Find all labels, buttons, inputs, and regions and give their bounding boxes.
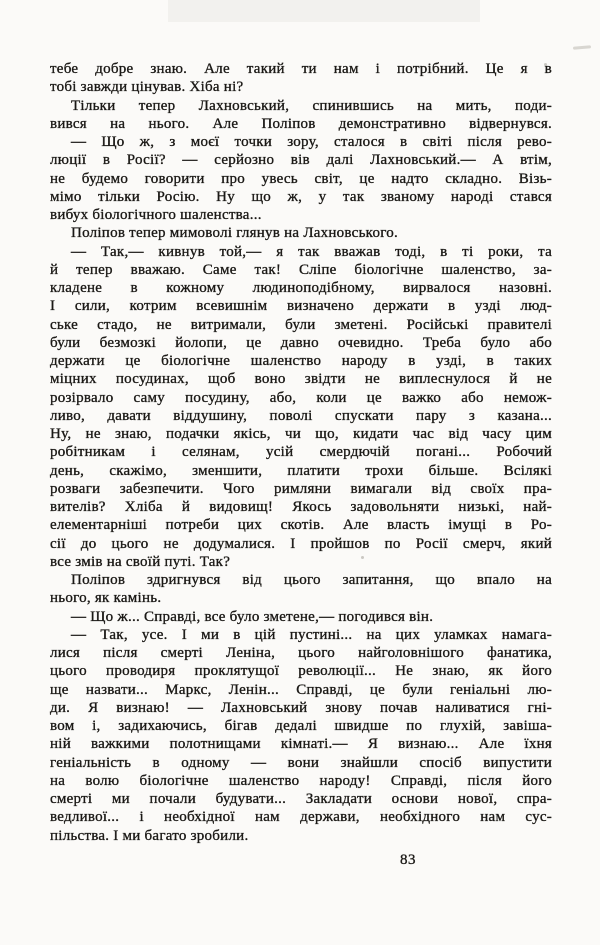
text-line: — Так, усе. І ми в цій пустині... на цих уламках намага- (71, 626, 552, 643)
text-line: робітникам і селянам, усій смердючій погані... Робочий (50, 444, 552, 461)
page-number: 83 (400, 852, 416, 868)
text-line: — Що ж... Справді, все було зметене,— погодився він. (71, 608, 434, 625)
text-line: розірвало саму посудину, або, коли це важко або немож- (50, 389, 552, 406)
text-line: І сили, котрим всевишнім визначено держати в узді люд- (50, 298, 552, 315)
text-line: не будемо говорити про увесь світ, це надто складно. Візь- (50, 170, 552, 187)
text-line: люції в Росії? — серйозно вів далі Лахновський.— А втім, (50, 152, 552, 169)
text-line: геніальність в одному — вони знайшли спосіб випустити (50, 754, 552, 771)
text-line: Ну, не знаю, подачки якісь, чи що, кидати час від часу цим (50, 426, 552, 442)
text-line: вителів? Хліба й видовищ! Якось задовольняти низькі, най- (50, 499, 552, 515)
text-line: цього проводиря проклятущої революції... Не знаю, як його (50, 663, 552, 680)
scan-artifact-dash (573, 45, 591, 50)
text-line: ній важкими полотнищами кімнаті.— Я визнаю... Але їхня (50, 736, 552, 753)
text-line: нього, як камінь. (50, 590, 162, 607)
text-line: й тепер вважаю. Саме так! Сліпе біологічне шаленство, за- (50, 261, 552, 278)
text-line: вився на нього. Але Поліпов демонстративно відвернувся. (50, 115, 552, 132)
text-line: були безмозкі йолопи, це давно очевидно. Треба було або (50, 334, 552, 351)
text-line: смерті ми почали будувати... Закладати основи нової, спра- (50, 791, 552, 807)
text-line: держати це біологічне шаленство народу в узді, в таких (50, 353, 552, 369)
text-line: все змів на своїй путі. Так? (50, 553, 231, 570)
text-line: ливо, давати віддушину, поволі спускати пару з казана... (50, 407, 552, 424)
text-line: мімо тільки Росію. Ну що ж, у так званому народі стався (50, 188, 552, 205)
text-line: ди. Я визнаю! — Лахновський знову почав наливатися гні- (50, 699, 552, 716)
text-line: сії до цього не додумалися. І пройшов по Росії смерч, який (50, 535, 552, 552)
text-line: Поліпов здригнувся від цього запитання, що впало на (71, 572, 552, 588)
text-line: день, скажімо, зменшити, платити трохи більше. Всілякі (50, 462, 552, 479)
text-line: ське стадо, не витримали, були зметені. Російські правителі (50, 316, 552, 333)
text-line: вом і, задихаючись, бігав дедалі швидше по глухій, завіша- (50, 718, 552, 734)
text-line: ще назвати... Маркс, Ленін... Справді, це були геніальні лю- (50, 681, 552, 698)
text-line: тобі завжди цінував. Хіба ні? (50, 79, 244, 96)
text-line: — Так,— кивнув той,— я так вважав тоді, в ті роки, та (71, 243, 552, 260)
text-line: Тільки тепер Лахновський, спинившись на мить, поди- (71, 97, 552, 114)
text-block (50, 60, 552, 845)
text-line: елементарніші потреби цих скотів. Але власть імущі в Ро- (50, 517, 552, 534)
text-line: Поліпов тепер мимоволі глянув на Лахновського. (71, 225, 398, 242)
text-line: — Що ж, з моєї точки зору, сталося в світі після рево- (71, 134, 552, 150)
text-line: лися після смерті Леніна, цього найголовнішого фанатика, (50, 645, 552, 661)
text-line: кладене в кожному людиноподібному, вирвалося назовні. (50, 280, 552, 296)
text-line: тебе добре знаю. Але такий ти нам і потрібний. Це я в (50, 61, 552, 77)
text-line: вибух біологічного шаленства... (50, 207, 262, 223)
text-line: міцних посудинах, щоб воно звідти не виплеснулося й не (50, 371, 552, 388)
text-line: на волю біологічне шаленство народу! Справді, після його (50, 772, 552, 789)
text-line: ведливої... і необхідної нам держави, необхідного нам сус- (50, 809, 552, 826)
text-line: розваги забезпечити. Чого римляни вимагали від своїх пра- (50, 480, 552, 497)
text-line: пільства. І ми багато зробили. (50, 827, 249, 844)
scan-artifact-band (168, 0, 480, 22)
